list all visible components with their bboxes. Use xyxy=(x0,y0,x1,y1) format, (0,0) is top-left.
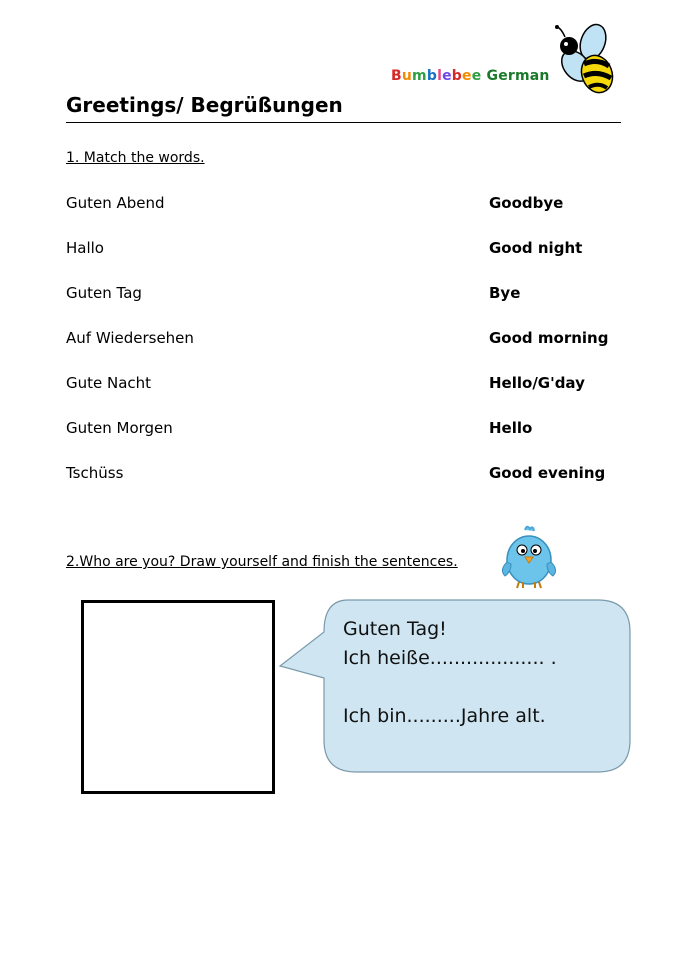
self-portrait-drawing-box[interactable] xyxy=(81,600,275,794)
german-word: Auf Wiedersehen xyxy=(66,329,194,347)
title-underline xyxy=(66,122,621,123)
brand-letter: e xyxy=(462,68,472,84)
german-word: Guten Abend xyxy=(66,194,165,212)
brand-letter: u xyxy=(401,68,413,84)
bubble-line-greeting: Guten Tag! xyxy=(343,618,447,640)
section1-heading: 1. Match the words. xyxy=(66,150,205,166)
section2-heading: 2.Who are you? Draw yourself and finish the sentences. xyxy=(66,554,458,570)
english-word: Good evening xyxy=(489,464,606,482)
brand-letter: b xyxy=(426,68,438,84)
brand-letter: e xyxy=(442,68,452,84)
english-word: Hello xyxy=(489,419,533,437)
german-word: Guten Morgen xyxy=(66,419,173,437)
brand-letter: m xyxy=(412,68,427,84)
bubble-line-age: Ich bin.........Jahre alt. xyxy=(343,705,546,727)
brand-logo-text xyxy=(391,68,550,84)
brand-letter: b xyxy=(451,68,463,84)
brand-suffix: German xyxy=(486,68,550,84)
english-word: Goodbye xyxy=(489,194,564,212)
bubble-line-name: Ich heiße................... . xyxy=(343,647,557,669)
brand-letter: B xyxy=(391,68,402,84)
english-word: Good night xyxy=(489,239,583,257)
brand-letter: l xyxy=(437,68,443,84)
bird-icon xyxy=(497,524,561,590)
english-word: Bye xyxy=(489,284,521,302)
brand-letter: e xyxy=(471,68,482,84)
page-title: Greetings/ Begrüßungen xyxy=(66,93,343,117)
german-word: Guten Tag xyxy=(66,284,142,302)
english-word: Hello/G'day xyxy=(489,374,585,392)
german-word: Hallo xyxy=(66,239,104,257)
bee-icon xyxy=(549,22,619,98)
speech-bubble xyxy=(278,598,632,774)
german-word: Tschüss xyxy=(66,464,124,482)
english-word: Good morning xyxy=(489,329,609,347)
brand-colored-letters xyxy=(391,68,487,84)
german-word: Gute Nacht xyxy=(66,374,152,392)
